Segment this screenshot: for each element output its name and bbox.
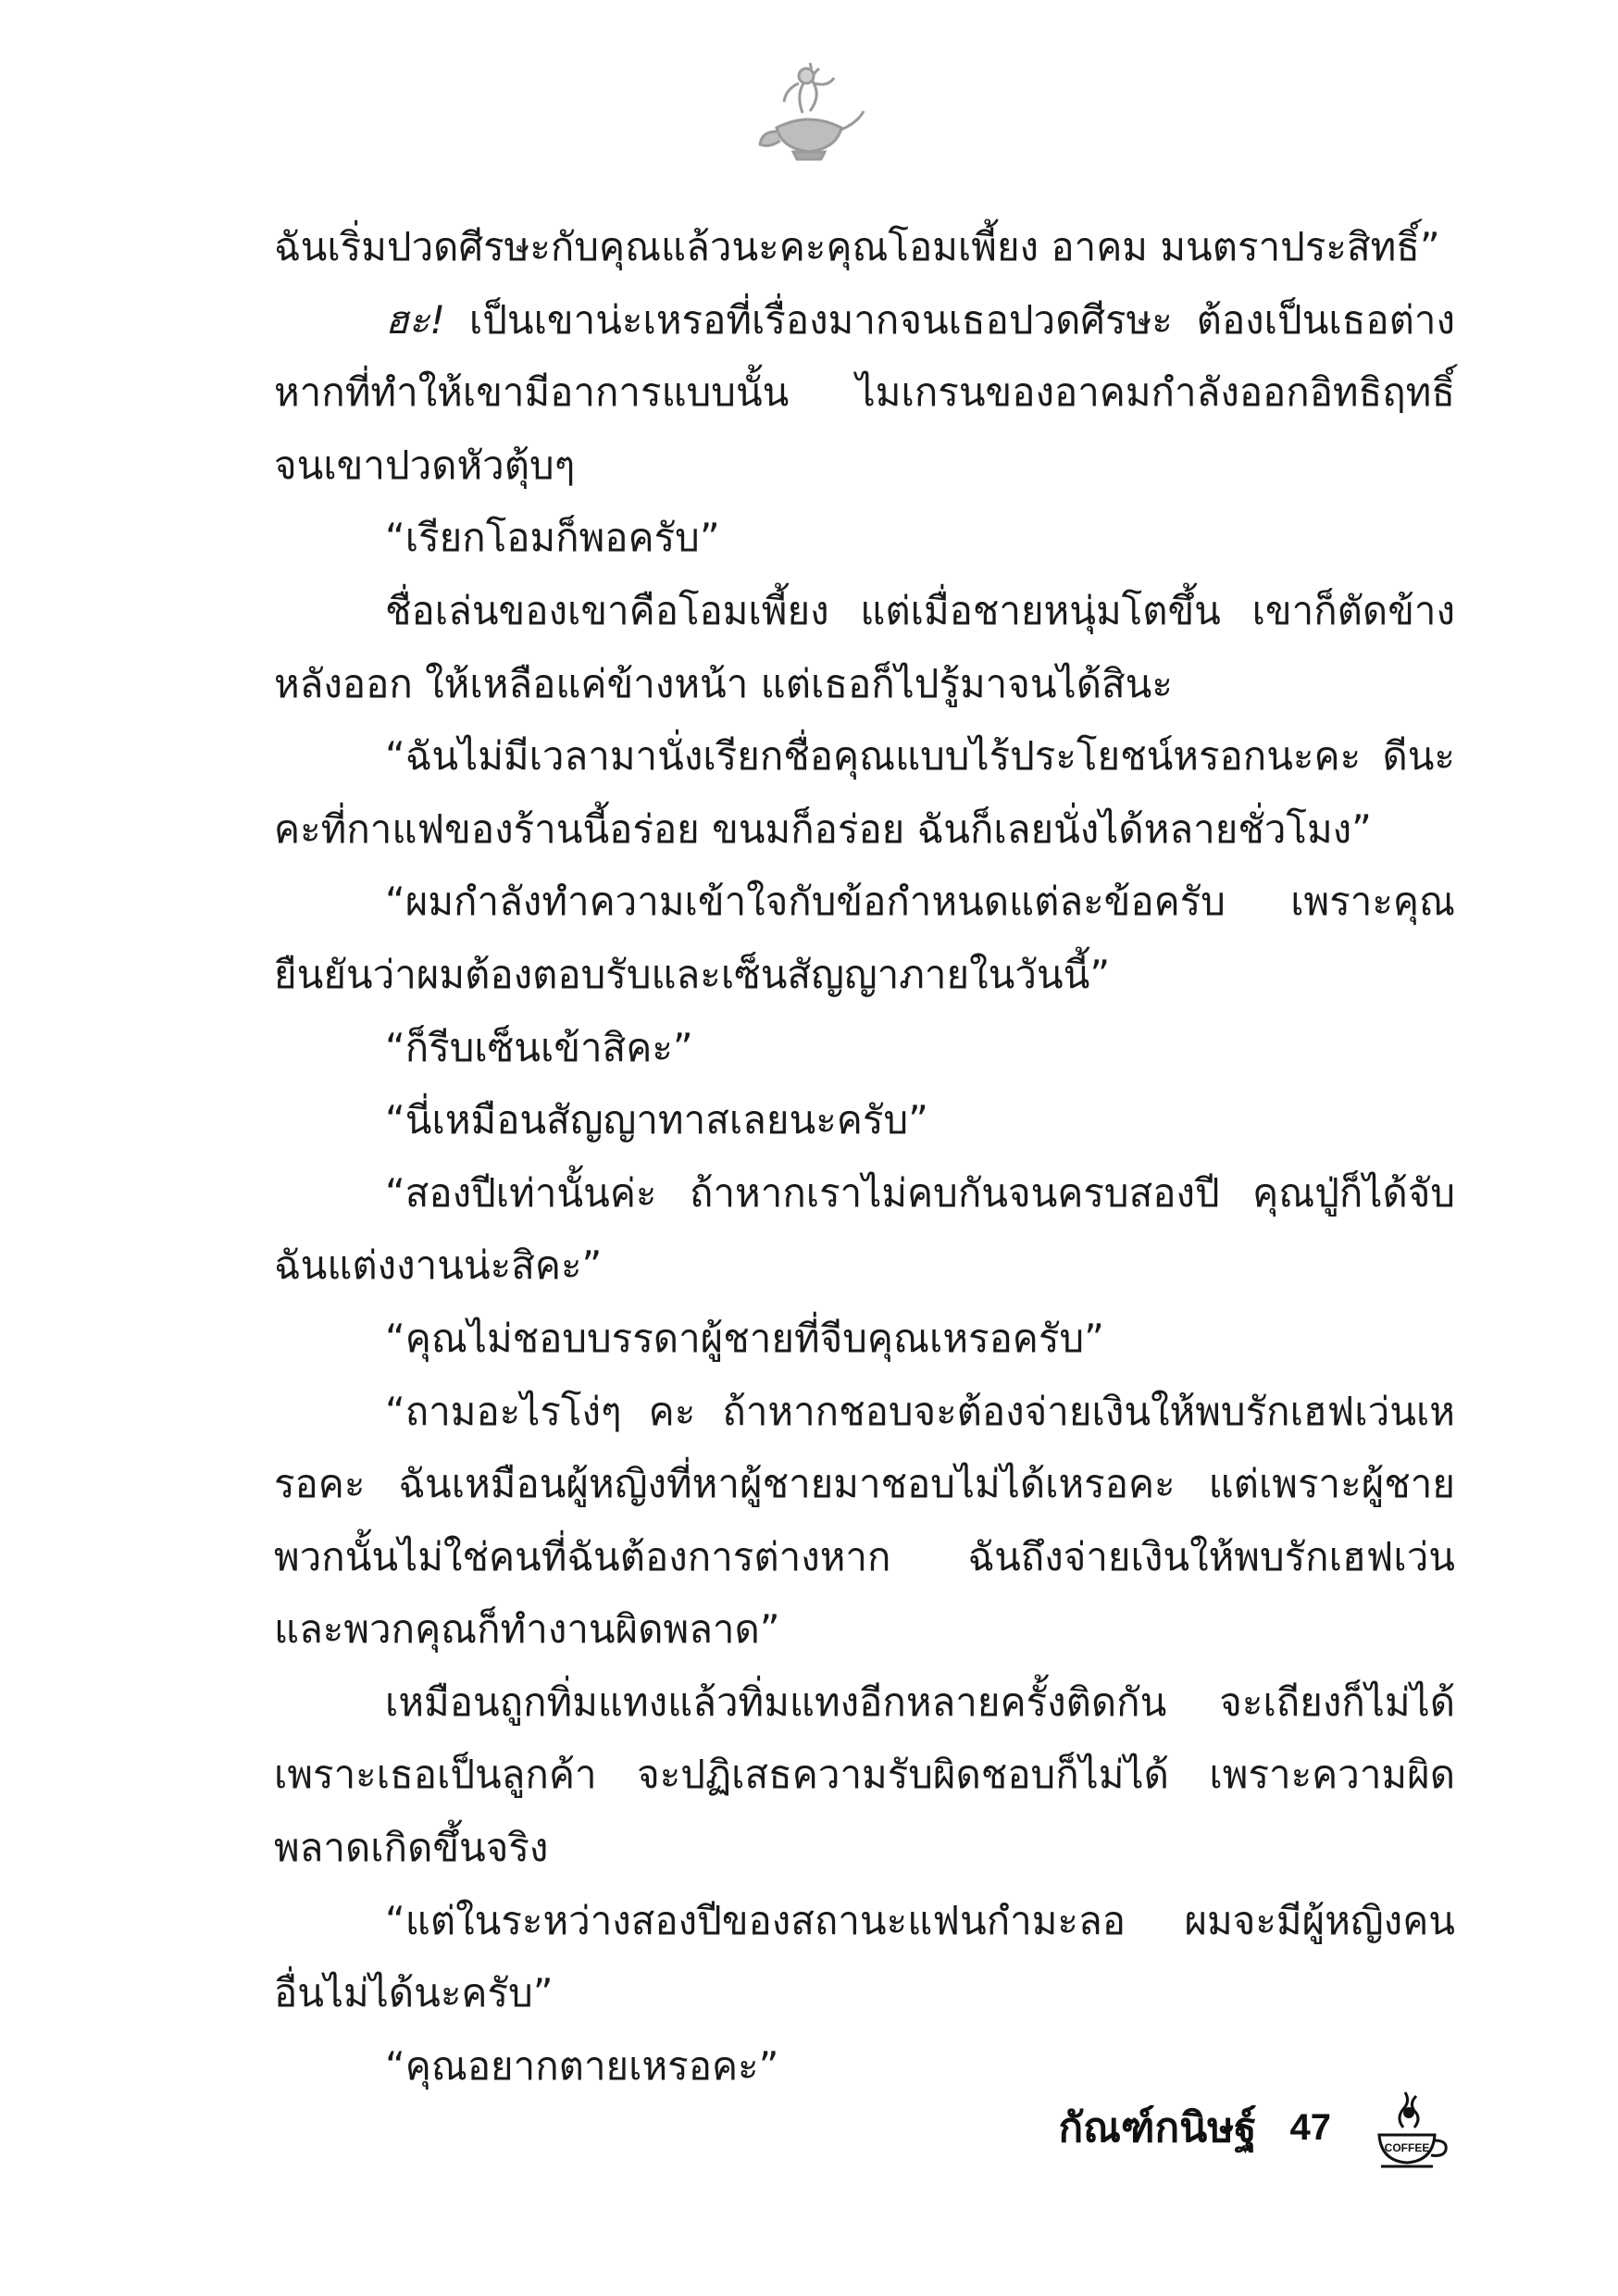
paragraph-11: “ถามอะไรโง่ๆ คะ ถ้าหากชอบจะต้องจ่ายเงินให้พบรักเฮฟเว่นเหรอคะ ฉันเหมือนผู้หญิงที่หาผู้ชายมาชอบไม่ได้เหรอคะ แต่เพราะผู้ชายพวกนั้นไม่ใช่คนที่ฉันต้องการต่างหาก ฉันถึงจ่ายเงินให้พบรักเฮฟเว่น และพวกคุณก็ทำงานผิดพลาด” <box>274 1388 1455 1653</box>
paragraph-3: “เรียกโอมก็พอครับ” <box>385 515 720 561</box>
coffee-cup-icon <box>1363 2081 1455 2174</box>
coffee-logo-text: COFFEE <box>1384 2141 1430 2154</box>
paragraph-5: “ฉันไม่มีเวลามานั่งเรียกชื่อคุณแบบไร้ประโยชน์หรอกนะคะ ดีนะคะที่กาแฟของร้านนี้อร่อย ขนมก็อร่อย ฉันก็เลยนั่งได้หลายชั่วโมง” <box>274 733 1455 852</box>
paragraph-14: “คุณอยากตายเหรอคะ” <box>385 2042 779 2089</box>
paragraph-8: “นี่เหมือนสัญญาทาสเลยนะครับ” <box>385 1097 928 1143</box>
page-footer <box>1059 2081 1455 2174</box>
genie-lamp-icon <box>749 56 869 167</box>
paragraph-2-text: เป็นเขาน่ะเหรอที่เรื่องมากจนเธอปวดศีรษะ ต้องเป็นเธอต่างหากที่ทำให้เขามีอาการแบบนั้น ไมเกรนของอาคมกำลังออกอิทธิฤทธิ์ จนเขาปวดหัวตุ้บๆ <box>274 296 1455 488</box>
paragraph-13: “แต่ในระหว่างสองปีของสถานะแฟนกำมะลอ ผมจะมีผู้หญิงคนอื่นไม่ได้นะครับ” <box>274 1897 1455 2016</box>
body-text <box>274 211 1455 2103</box>
paragraph-10: “คุณไม่ชอบบรรดาผู้ชายที่จีบคุณเหรอครับ” <box>385 1315 1104 1361</box>
paragraph-7: “ก็รีบเซ็นเข้าสิคะ” <box>385 1024 693 1070</box>
paragraph-1: ฉันเริ่มปวดศีรษะกับคุณแล้วนะคะคุณโอมเพี้ยง อาคม มนตราประสิทธิ์” <box>274 224 1440 269</box>
paragraph-9: “สองปีเท่านั้นค่ะ ถ้าหากเราไม่คบกันจนครบสองปี คุณปู่ก็ได้จับฉันแต่งงานน่ะสิคะ” <box>274 1169 1455 1289</box>
paragraph-6: “ผมกำลังทำความเข้าใจกับข้อกำหนดแต่ละข้อครับ เพราะคุณยืนยันว่าผมต้องตอบรับและเซ็นสัญญาภายในวันนี้” <box>274 879 1455 997</box>
paragraph-4: ชื่อเล่นของเขาคือโอมเพี้ยง แต่เมื่อชายหนุ่มโตขึ้น เขาก็ตัดข้างหลังออก ให้เหลือแค่ข้างหน้า แต่เธอก็ไปรู้มาจนได้สินะ <box>274 587 1455 706</box>
paragraph-12: เหมือนถูกทิ่มแทงแล้วทิ่มแทงอีกหลายครั้งติดกัน จะเถียงก็ไม่ได้ เพราะเธอเป็นลูกค้า จะปฏิเสธความรับผิดชอบก็ไม่ได้ เพราะความผิดพลาดเกิดขึ้นจริง <box>274 1678 1455 1871</box>
exclamation: ฮะ! <box>385 296 446 343</box>
page-number: 47 <box>1289 2106 1331 2148</box>
author-name: กัณฑ์กนิษฐ์ <box>1058 2104 1257 2152</box>
paragraph-2 <box>274 284 1455 503</box>
